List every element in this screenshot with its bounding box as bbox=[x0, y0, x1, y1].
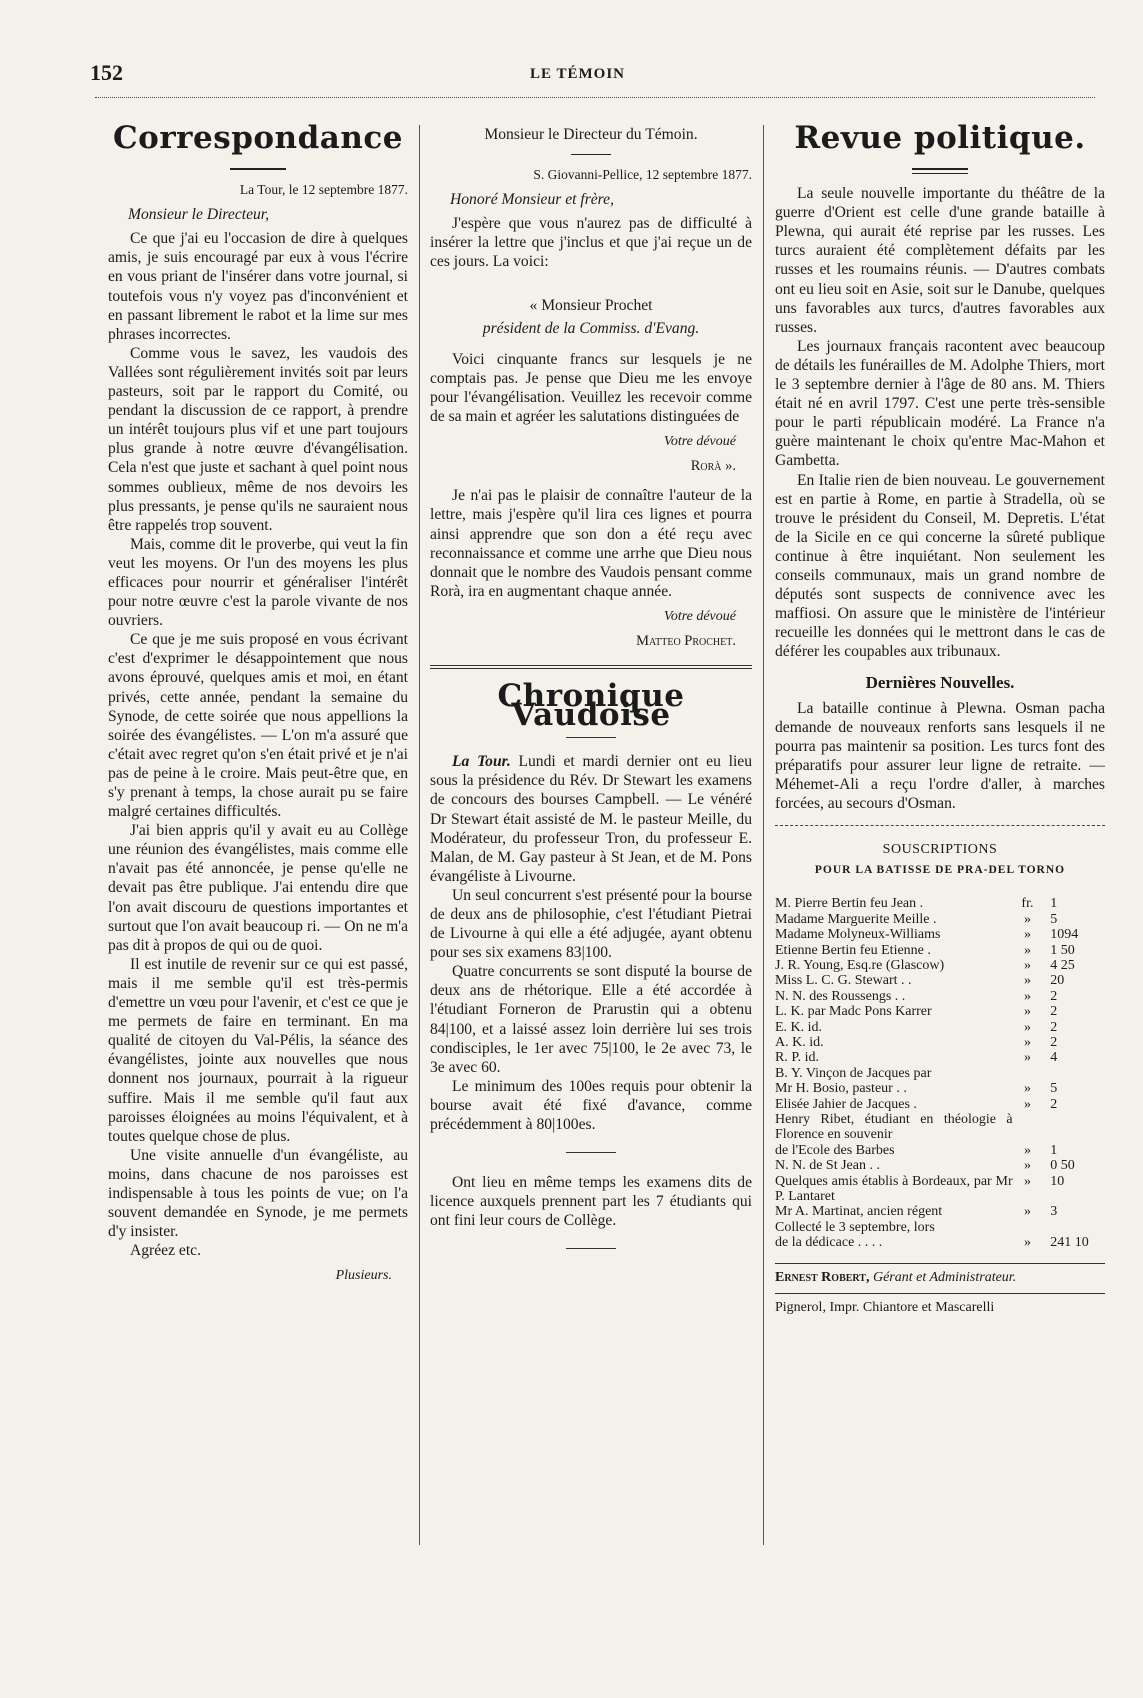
header-rule bbox=[95, 97, 1095, 100]
souscription-row bbox=[775, 927, 1105, 942]
souscripteur-name: Etienne Bertin feu Etienne . bbox=[775, 942, 931, 958]
gerant-role: Gérant et Administrateur. bbox=[872, 1269, 1017, 1285]
currency-mark: » bbox=[1023, 1235, 1031, 1251]
souscription-row bbox=[775, 1081, 1105, 1096]
paragraph: Le minimum des 100es requis pour obtenir la bourse avait été fixé d'avance, comme précédemment à 80|100es. bbox=[430, 1077, 752, 1134]
letter-body bbox=[108, 229, 408, 1260]
dateline: S. Giovanni-Pellice, 12 septembre 1877. bbox=[533, 167, 752, 183]
souscripteur-name: de l'Ecole des Barbes bbox=[775, 1142, 895, 1158]
paragraph: Il est inutile de revenir sur ce qui est passé, mais il me semble qu'il est très-permis d'emettre un vœu pour l'avenir, et c'est ce que je me permets de faire en terminant. En ma qualité de citoyen du Val-Pélis, la séance des évangélistes, jointe aux nouvelles que nous donnent nos journaux, pourrait à la rigueur suffire. Mais il me semble qu'il faut aux paroisses éloignées au moins l'équivalent, et à toutes quelque chose de plus. bbox=[108, 955, 408, 1145]
signature-name: Rorà ». bbox=[690, 458, 736, 475]
paragraph-rule bbox=[566, 1152, 616, 1153]
souscripteur-name: de la dédicace . . . . bbox=[775, 1235, 883, 1251]
currency-mark: » bbox=[1023, 1142, 1031, 1158]
currency-mark bbox=[1013, 1220, 1043, 1235]
section-title-correspondance: Correspondance bbox=[113, 120, 403, 156]
souscripteur-name: M. Pierre Bertin feu Jean . bbox=[775, 896, 924, 912]
paragraph: Un seul concurrent s'est présenté pour la bourse de deux ans de philosophie, c'est l'étudiant Pietrai de Livourne à qui elle a été adjugée, ayant obtenu pour ses six examens 83|100. bbox=[430, 886, 752, 962]
souscription-amount: 2 bbox=[1050, 1034, 1058, 1050]
souscription-row bbox=[775, 1235, 1105, 1250]
run-in-heading: La Tour. bbox=[452, 753, 511, 771]
souscription-row bbox=[775, 1158, 1105, 1173]
currency-mark: » bbox=[1023, 1158, 1031, 1174]
souscripteur-name: B. Y. Vinçon de Jacques par bbox=[775, 1065, 932, 1081]
quote-addressee-title: président de la Commiss. d'Evang. bbox=[482, 319, 700, 337]
souscription-amount bbox=[1042, 1220, 1105, 1235]
paragraph: J'espère que vous n'aurez pas de difficulté à insérer la lettre que j'inclus et que j'ai reçue un de ces jours. La voici: bbox=[430, 215, 752, 271]
letter-heading-text: Monsieur le Directeur du Témoin. bbox=[484, 126, 698, 143]
currency-mark: » bbox=[1023, 1204, 1031, 1220]
souscripteur-name: L. K. par Madc Pons Karrer bbox=[775, 1004, 932, 1020]
currency-mark: » bbox=[1023, 957, 1031, 973]
souscription-amount: 2 bbox=[1050, 1004, 1058, 1020]
souscription-amount bbox=[1042, 1112, 1105, 1143]
chronique-body bbox=[430, 886, 752, 1134]
title-rule bbox=[566, 737, 616, 738]
paragraph: Ce que j'ai eu l'occasion de dire à quelques amis, je suis encouragé par eux à vous l'écrire en vous priant de l'insérer dans votre journal, si toutefois vous n'y voyez pas d'inconvénient et en passant librement le rabot et la lime sur mes phrases incorrectes. bbox=[108, 230, 408, 343]
souscriptions-subtitle: POUR LA BATISSE DE PRA-DEL TORNO bbox=[814, 864, 1066, 877]
paragraph: Je n'ai pas le plaisir de connaître l'auteur de la lettre, mais j'espère qu'il lira ces lignes et pourra ainsi apprendre que son don a été reçu avec reconnaissance et comme une arrhe que Dieu nous donnait que le nombre des Vaudois pensant comme Rorà, ira en augmentant chaque année. bbox=[430, 487, 752, 600]
section-title-chronique: Chronique Vaudoise bbox=[497, 678, 685, 734]
currency-mark: » bbox=[1023, 1050, 1031, 1066]
souscripteur-name: A. K. id. bbox=[775, 1034, 824, 1050]
souscription-row bbox=[775, 1035, 1105, 1050]
currency-mark: » bbox=[1023, 942, 1031, 958]
paragraph: Ce que je me suis proposé en vous écrivant c'est d'exprimer le désappointement que nous avons éprouvé, quelques amis et moi, en étant privés, cette année, pendant la semaine du Synode, de cette soirée que nous appellions la soirée des évangélistes. — L'on m'a assuré que c'était avec regret qu'on s'en était privé et je n'ai pas de peine à le croire. Mais peut-être que, en s'y prenant à temps, la chose aurait pu se faire malgré certaines difficultés. bbox=[108, 631, 408, 821]
column-divider bbox=[763, 125, 764, 1545]
section-separator bbox=[430, 665, 752, 669]
signature-name: Matteo Prochet. bbox=[636, 632, 736, 649]
souscripteur-name: J. R. Young, Esq.re (Glascow) bbox=[775, 957, 945, 973]
souscription-amount: 5 bbox=[1050, 911, 1058, 927]
title-rule bbox=[230, 168, 286, 170]
souscription-amount: 10 bbox=[1050, 1173, 1065, 1189]
souscription-amount: 241 10 bbox=[1050, 1235, 1089, 1251]
chronique-text: Lundi et mardi dernier ont eu lieu sous la présidence du Rév. Dr Stewart les examens de concours des bourses Campbell. — Le vénéré Dr Stewart était assisté de M. le pasteur Meille, du Modérateur, du professeur Tron, du professeur E. Malan, de M. Gay pasteur à St Jean, et de M. Pons évangéliste à Livourne. bbox=[430, 753, 752, 885]
paragraph: Les journaux français racontent avec beaucoup de détails les funérailles de M. Adolphe Thiers, mort le 3 septembre dernier à l'âge de 80 ans. M. Thiers était né en avril 1797. C'est une perte très-sensible pour le parti républicain modéré. La France n'a guère maintenant le choix qu'entre Mac-Mahon et Gambetta. bbox=[775, 337, 1105, 470]
dateline: La Tour, le 12 septembre 1877. bbox=[239, 182, 408, 198]
column-divider bbox=[419, 125, 420, 1545]
section-separator bbox=[775, 825, 1105, 826]
gerant-name: Ernest Robert, bbox=[775, 1269, 870, 1285]
signature-line: Votre dévoué bbox=[663, 608, 736, 624]
souscription-amount: 1094 bbox=[1050, 927, 1079, 943]
quoted-letter bbox=[430, 350, 752, 426]
quote-addressee: « Monsieur Prochet bbox=[529, 296, 653, 314]
currency-mark: » bbox=[1023, 1004, 1031, 1020]
souscription-amount: 5 bbox=[1050, 1081, 1058, 1097]
souscription-amount: 3 bbox=[1050, 1204, 1058, 1220]
paragraph: Voici cinquante francs sur lesquels je ne comptais pas. Je pense que Dieu me les envoye pour l'évangélisation. Veuillez les recevoir comme de sa main et agréer les salutations distinguées de bbox=[430, 350, 752, 426]
souscription-amount: 0 50 bbox=[1050, 1158, 1075, 1174]
gerant-line bbox=[775, 1263, 1105, 1287]
souscripteur-name: E. K. id. bbox=[775, 1019, 823, 1035]
souscripteur-name: Miss L. C. G. Stewart . . bbox=[775, 973, 912, 989]
souscripteur-name: Elisée Jahier de Jacques . bbox=[775, 1096, 917, 1112]
souscripteur-name: Madame Molyneux-Williams bbox=[775, 927, 941, 943]
souscription-row bbox=[775, 1020, 1105, 1035]
paragraph: J'ai bien appris qu'il y avait eu au Collège une réunion des évangélistes, mais comme elle n'avait pas été annoncée, je pense qu'elle ne devait pas être publique. J'ai entendu dire que l'on avait discouru de questions importantes et surtout que l'on avait beaucoup ri. — On ne m'a pas dit à propos de qui ou de quoi. bbox=[108, 822, 408, 954]
souscription-row bbox=[775, 912, 1105, 927]
currency-mark: » bbox=[1023, 1173, 1031, 1189]
paragraph: Mais, comme dit le proverbe, qui veut la fin veut les moyens. Or l'un des moyens les plus efficaces pour nourrir et généraliser l'intérêt pour notre œuvre c'est la parole vivante de nos ouvriers. bbox=[108, 535, 408, 630]
souscription-row bbox=[775, 989, 1105, 1004]
currency-mark: » bbox=[1023, 927, 1031, 943]
souscription-row bbox=[775, 973, 1105, 988]
souscription-amount: 1 bbox=[1050, 1142, 1058, 1158]
signature-line: Votre dévoué bbox=[663, 434, 736, 450]
currency-mark: » bbox=[1023, 1034, 1031, 1050]
chronique-paragraph: Ont lieu en même temps les examens dits de licence auxquels prennent part les 7 étudiants qui ont fini leur cours de Collège. bbox=[430, 1174, 752, 1230]
souscription-row bbox=[775, 896, 1105, 911]
souscription-amount: 20 bbox=[1050, 973, 1065, 989]
page-header bbox=[90, 60, 1090, 96]
spacer bbox=[430, 272, 752, 292]
souscripteur-name: Madame Marguerite Meille . bbox=[775, 911, 937, 927]
currency-mark bbox=[1013, 1112, 1043, 1143]
currency-mark: » bbox=[1023, 1081, 1031, 1097]
currency-mark: » bbox=[1023, 988, 1031, 1004]
souscriptions-table bbox=[775, 896, 1105, 1250]
chronique-paragraph bbox=[430, 752, 752, 886]
letter-and-chronique-column bbox=[430, 125, 752, 1249]
paragraph: La seule nouvelle importante du théâtre de la guerre d'Orient est celle d'une grande bataille à Plewna, qui aurait été reprise par les russes. Les turcs auraient été complètement défaits par les russes et les roumains réunis. — D'autres combats ont eu lieu soit en Asie, soit sur le Danube, quelques uns favorables aux turcs, d'autres favorables aux russes. bbox=[775, 185, 1105, 336]
currency-mark: » bbox=[1023, 973, 1031, 989]
spacer bbox=[430, 478, 752, 486]
souscription-row bbox=[775, 1174, 1105, 1205]
dernieres-nouvelles-text: La bataille continue à Plewna. Osman pacha demande de nouveaux renforts sans lesquels il ne pourra pas maintenir sa position. Les turcs font des préparatifs pour assurer leur ligne de retraite. — Méhemet-Ali a reçu l'ordre d'aller, à marches forcées, au secours d'Osman. bbox=[775, 699, 1105, 812]
letter-intro bbox=[430, 214, 752, 271]
paragraph: Une visite annuelle d'un évangéliste, au moins, dans chacune de nos paroisses est indispensable à tous les points de vue; on l'a souvent demandée en Synode, je me permets d'y insister. bbox=[108, 1146, 408, 1241]
souscripteur-name: N. N. des Roussengs . . bbox=[775, 988, 906, 1004]
souscripteur-name: Mr A. Martinat, ancien régent bbox=[775, 1204, 943, 1220]
souscription-row bbox=[775, 1097, 1105, 1112]
paragraph: En Italie rien de bien nouveau. Le gouvernement est en partie à Rome, en partie à Stradella, où se trouve le président du Conseil, M. Depretis. L'état de la Sicile en ce qui concerne la sûreté publique continue à être inquiétant. Non seulement les conseils communaux, mais un grand nombre de députés sont suspects de connivence avec les maffiosi. On assure que le ministère de l'intérieur recueille les données qui le mettront dans le cas de déférer les coupables aux tribunaux. bbox=[775, 471, 1105, 661]
souscripteur-name: N. N. de St Jean . . bbox=[775, 1158, 880, 1174]
souscripteur-name: R. P. id. bbox=[775, 1050, 819, 1066]
page-number: 152 bbox=[90, 60, 123, 85]
currency-mark bbox=[1013, 1066, 1043, 1081]
souscripteur-name: Mr H. Bosio, pasteur . . bbox=[775, 1081, 907, 1097]
souscription-row bbox=[775, 943, 1105, 958]
paragraph: Quatre concurrents se sont disputé la bourse de deux ans de rhétorique. Elle a été accordée à l'étudiant Forneron de Prarustin qui a obtenu 84|100, et a laissé assez loin derrière lui ses trois condisciples, le 1er avec 75|100, le 2e avec 73, le 3e avec 60. bbox=[430, 963, 752, 1076]
souscription-amount bbox=[1042, 1066, 1105, 1081]
souscription-amount: 1 50 bbox=[1050, 942, 1075, 958]
section-title-revue: Revue politique. bbox=[794, 120, 1086, 156]
salutation: Honoré Monsieur et frère, bbox=[450, 191, 614, 209]
paragraph: Comme vous le savez, les vaudois des Vallées sont régulièrement invités soit par leurs pasteurs, soit par le rapport du Comité, ou pendant la discussion de ce rapport, à prendre un intérêt toujours plus vif et une part toujours plus grande à notre œuvre d'évangélisation. Cela n'est que juste et sachant à quel point nous sommes oublieux, même de nos devoirs les plus pressants, je pense qu'ils ne sauraient nous être rappelés trop souvent. bbox=[108, 344, 408, 534]
printer-line: Pignerol, Impr. Chiantore et Mascarelli bbox=[775, 1293, 1105, 1317]
souscripteur-name: Collecté le 3 septembre, lors bbox=[775, 1219, 935, 1235]
souscription-row bbox=[775, 1220, 1105, 1235]
souscription-row bbox=[775, 1204, 1105, 1219]
souscription-amount: 4 25 bbox=[1050, 957, 1075, 973]
dernieres-nouvelles-title: Dernières Nouvelles. bbox=[865, 673, 1015, 693]
correspondance-column bbox=[108, 120, 408, 1287]
currency-mark: » bbox=[1023, 1019, 1031, 1035]
currency-mark: » bbox=[1023, 1096, 1031, 1112]
letter-heading bbox=[430, 125, 752, 144]
souscription-row bbox=[775, 1112, 1105, 1143]
souscription-amount: 1 bbox=[1050, 896, 1058, 912]
souscription-amount: 4 bbox=[1050, 1050, 1058, 1066]
title-rule bbox=[571, 154, 611, 155]
souscription-row bbox=[775, 1004, 1105, 1019]
souscription-amount: 2 bbox=[1050, 1019, 1058, 1035]
souscripteur-name: Quelques amis établis à Bordeaux, par Mr P. Lantaret bbox=[775, 1173, 1013, 1204]
journal-title: LE TÉMOIN bbox=[530, 66, 625, 82]
revue-politique-column bbox=[775, 120, 1105, 1317]
souscription-amount: 2 bbox=[1050, 1096, 1058, 1112]
souscripteur-name: Henry Ribet, étudiant en théologie à Florence en souvenir bbox=[775, 1111, 1013, 1143]
spacer bbox=[430, 342, 752, 350]
souscriptions-title: SOUSCRIPTIONS bbox=[882, 842, 998, 858]
salutation: Monsieur le Directeur, bbox=[128, 206, 270, 224]
paragraph-rule bbox=[566, 1248, 616, 1249]
letter-closing bbox=[430, 486, 752, 601]
souscription-row bbox=[775, 1143, 1105, 1158]
paragraph: Agréez etc. bbox=[130, 1242, 201, 1260]
currency-mark: fr. bbox=[1021, 896, 1034, 912]
souscription-amount: 2 bbox=[1050, 988, 1058, 1004]
revue-body bbox=[775, 184, 1105, 661]
title-rule bbox=[912, 168, 968, 174]
souscription-row bbox=[775, 1050, 1105, 1065]
signature: Plusieurs. bbox=[335, 1268, 392, 1284]
souscription-row bbox=[775, 958, 1105, 973]
currency-mark: » bbox=[1023, 911, 1031, 927]
souscription-row bbox=[775, 1066, 1105, 1081]
